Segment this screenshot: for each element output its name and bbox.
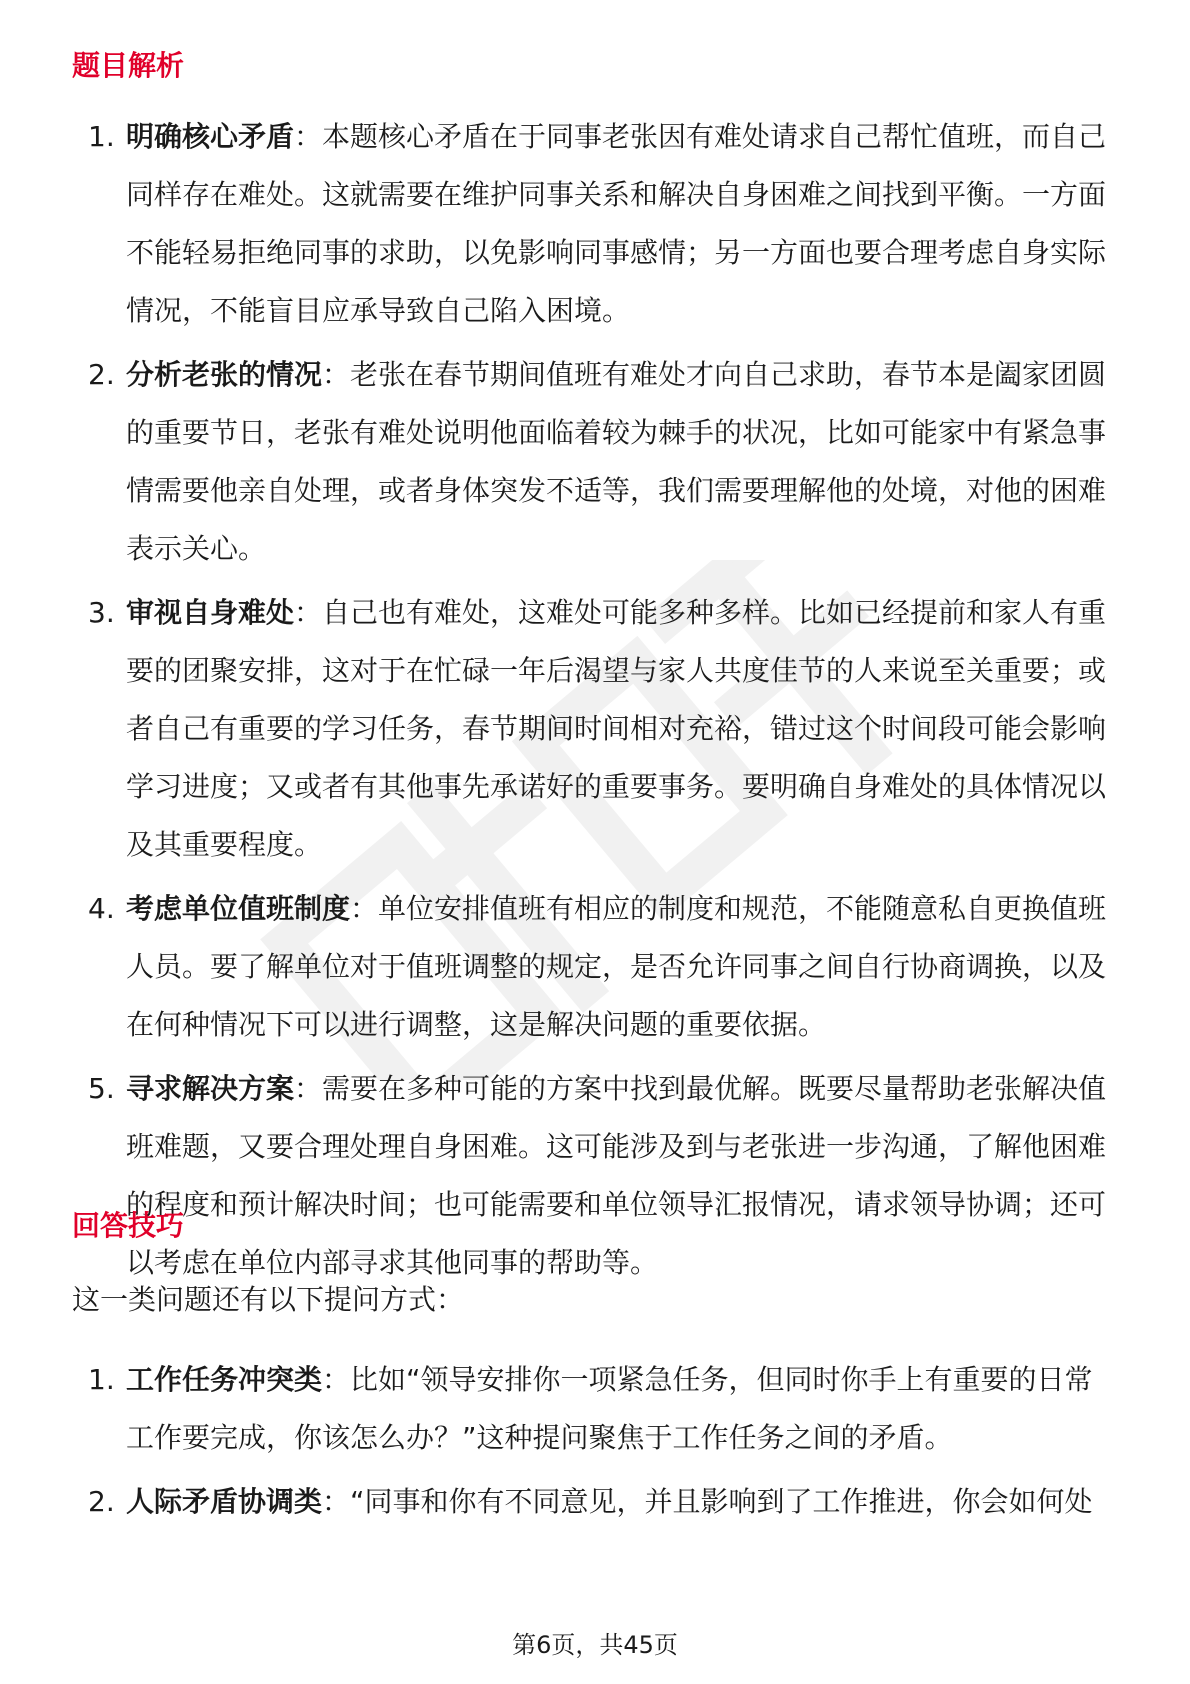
list-item	[72, 880, 1117, 1054]
list-item-number: 1.	[88, 1363, 115, 1396]
list-item-heading: 工作任务冲突类	[126, 1363, 323, 1396]
list-item-number: 3.	[88, 596, 115, 629]
list-item-number: 1.	[88, 120, 115, 153]
list-item	[72, 346, 1117, 578]
list-item	[72, 1473, 1117, 1531]
section-title-tips: 回答技巧	[72, 1209, 185, 1242]
list-item	[72, 1060, 1117, 1292]
list-item-text: ：比如“领导安排你一项紧急任务，但同时你手上有重要的日常工作要完成，你该怎么办？”这种提问聚焦于工作任务之间的矛盾。	[126, 1363, 1093, 1454]
list-item-text: ：需要在多种可能的方案中找到最优解。既要尽量帮助老张解决值班难题，又要合理处理自身困难。这可能涉及到与老张进一步沟通，了解他困难的程度和预计解决时间；也可能需要和单位领导汇报情况，请求领导协调；还可以考虑在单位内部寻求其他同事的帮助等。	[126, 1072, 1107, 1279]
section-title-analysis: 题目解析	[72, 49, 185, 82]
list-item	[72, 108, 1117, 340]
list-item-heading: 寻求解决方案	[126, 1072, 295, 1105]
list-item-heading: 审视自身难处	[126, 596, 295, 629]
list-item-heading: 分析老张的情况	[126, 358, 323, 391]
list-item-number: 2.	[88, 1485, 115, 1518]
list-item-heading: 考虑单位值班制度	[126, 892, 351, 925]
list-item-text: ：老张在春节期间值班有难处才向自己求助，春节本是阖家团圆的重要节日，老张有难处说明他面临着较为棘手的状况，比如可能家中有紧急事情需要他亲自处理，或者身体突发不适等，我们需要理解他的处境，对他的困难表示关心。	[126, 358, 1107, 565]
list-item-number: 5.	[88, 1072, 115, 1105]
list-item-number: 4.	[88, 892, 115, 925]
list-item-text: ：本题核心矛盾在于同事老张因有难处请求自己帮忙值班，而自己同样存在难处。这就需要在维护同事关系和解决自身困难之间找到平衡。一方面不能轻易拒绝同事的求助，以免影响同事感情；另一方面也要合理考虑自身实际情况，不能盲目应承导致自己陷入困境。	[126, 120, 1107, 327]
page-footer: 第6页，共45页	[512, 1631, 678, 1659]
list-item	[72, 584, 1117, 874]
list-item-number: 2.	[88, 358, 115, 391]
analysis-list	[72, 108, 1117, 1298]
list-item-heading: 人际矛盾协调类	[126, 1485, 323, 1518]
list-item	[72, 1351, 1117, 1467]
tips-intro-text: 这一类问题还有以下提问方式：	[72, 1283, 465, 1316]
list-item-text: ：自己也有难处，这难处可能多种多样。比如已经提前和家人有重要的团聚安排，这对于在忙碌一年后渴望与家人共度佳节的人来说至关重要；或者自己有重要的学习任务，春节期间时间相对充裕，错过这个时间段可能会影响学习进度；又或者有其他事先承诺好的重要事务。要明确自身难处的具体情况以及其重要程度。	[126, 596, 1107, 861]
tips-list	[72, 1351, 1117, 1537]
list-item-text: ：单位安排值班有相应的制度和规范，不能随意私自更换值班人员。要了解单位对于值班调整的规定，是否允许同事之间自行协商调换，以及在何种情况下可以进行调整，这是解决问题的重要依据。	[126, 892, 1107, 1041]
list-item-heading: 明确核心矛盾	[126, 120, 295, 153]
list-item-text: ：“同事和你有不同意见，并且影响到了工作推进，你会如何处	[322, 1485, 1093, 1518]
